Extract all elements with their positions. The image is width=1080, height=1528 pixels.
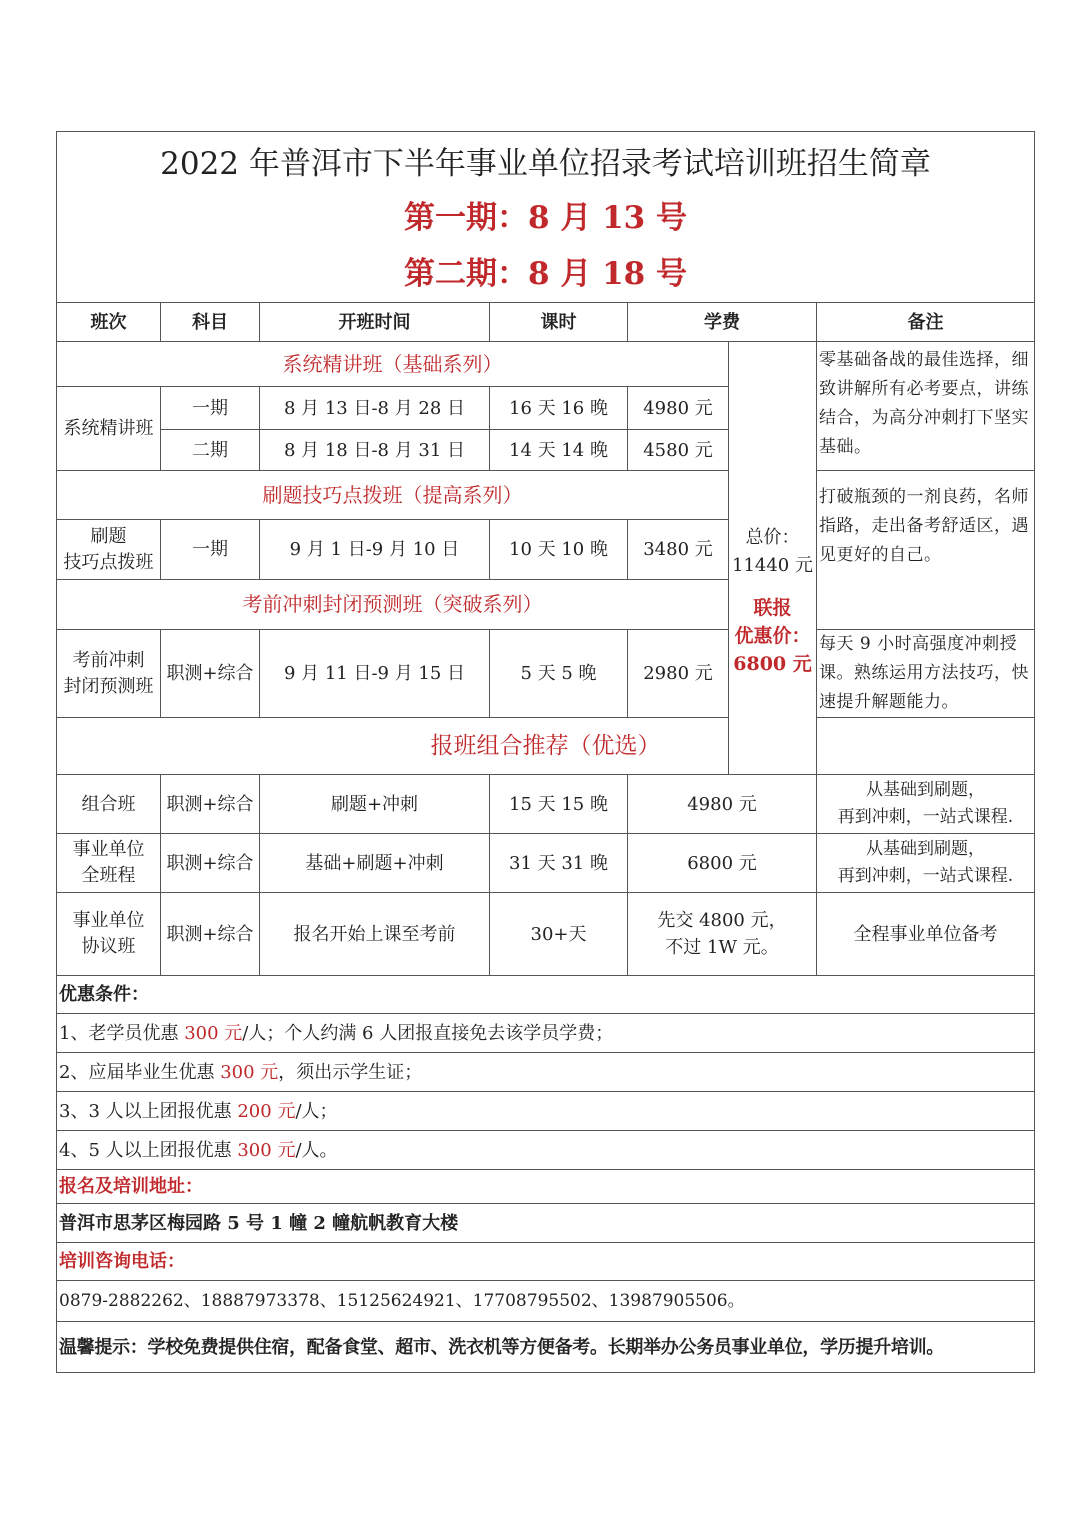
brochure xyxy=(56,131,1034,1373)
address-label: 报名及培训地址： xyxy=(57,1170,1035,1204)
combo2-fee: 6800 元 xyxy=(628,834,817,893)
row-sprint-name-2: 封闭预测班 xyxy=(63,675,154,697)
discount-4-a: 4、5 人以上团报优惠 xyxy=(59,1139,238,1161)
combo2-note-2: 再到冲刺，一站式课程. xyxy=(837,866,1014,886)
section-sprint: 考前冲刺封闭预测班（突破系列） xyxy=(57,580,729,630)
combo2-note-1: 从基础到刷题， xyxy=(866,839,985,859)
combo2-note xyxy=(817,834,1035,893)
combo2-content: 基础+刷题+冲刺 xyxy=(260,834,490,893)
combo2-name-1: 事业单位 xyxy=(72,839,145,860)
row-sprint-hours: 5 天 5 晚 xyxy=(490,630,628,718)
combo3-name-2: 协议班 xyxy=(81,936,136,957)
combo2-name xyxy=(57,834,161,893)
note-basic: 零基础备战的最佳选择，细致讲解所有必考要点，讲练结合，为高分冲刺打下坚实基础。 xyxy=(817,342,1035,471)
row-basic-hours-1: 16 天 16 晚 xyxy=(490,387,628,430)
brochure-table xyxy=(56,131,1035,1373)
discount-4 xyxy=(57,1131,1035,1170)
combo3-content: 报名开始上课至考前 xyxy=(260,893,490,976)
combo3-name-1: 事业单位 xyxy=(72,910,145,931)
combo3-fee-1: 先交 4800 元， xyxy=(657,910,787,931)
col-note: 备注 xyxy=(817,303,1035,342)
discount-1-a: 1、老学员优惠 xyxy=(59,1022,185,1044)
combo2-subject: 职测+综合 xyxy=(161,834,260,893)
combo1-subject: 职测+综合 xyxy=(161,775,260,834)
total-label: 总价： xyxy=(745,527,800,548)
discount-3-amount: 200 元 xyxy=(237,1100,296,1122)
section-combo: 报班组合推荐（优选） xyxy=(57,718,1035,775)
discount-1 xyxy=(57,1014,1035,1053)
row-improve-subject: 一期 xyxy=(161,520,260,580)
combo3-subject: 职测+综合 xyxy=(161,893,260,976)
note-sprint: 每天 9 小时高强度冲刺授课。熟练运用方法技巧，快速提升解题能力。 xyxy=(817,630,1035,718)
row-basic-fee-2: 4580 元 xyxy=(628,430,729,471)
section-basic: 系统精讲班（基础系列） xyxy=(57,342,729,387)
row-improve-fee: 3480 元 xyxy=(628,520,729,580)
row-basic-name: 系统精讲班 xyxy=(57,387,161,471)
combo3-fee-2: 不过 1W 元。 xyxy=(665,937,779,958)
header-cell xyxy=(57,132,1035,303)
combo3-note: 全程事业单位备考 xyxy=(817,893,1035,976)
discount-title: 优惠条件： xyxy=(57,976,1035,1014)
combo1-name: 组合班 xyxy=(57,775,161,834)
row-basic-time-2: 8 月 18 日-8 月 31 日 xyxy=(260,430,490,471)
row-improve-name-2: 技巧点拨班 xyxy=(63,551,154,573)
row-basic-subject-2: 二期 xyxy=(161,430,260,471)
combo3-name xyxy=(57,893,161,976)
phone-value: 0879-2882262、18887973378、15125624921、17708795502、13987905506。 xyxy=(57,1281,1035,1322)
col-time: 开班时间 xyxy=(260,303,490,342)
deal-label-1: 联报 xyxy=(753,597,792,619)
combo1-content: 刷题+冲刺 xyxy=(260,775,490,834)
discount-3 xyxy=(57,1092,1035,1131)
total-price-cell xyxy=(729,342,817,775)
row-basic-hours-2: 14 天 14 晚 xyxy=(490,430,628,471)
combo1-fee: 4980 元 xyxy=(628,775,817,834)
col-class: 班次 xyxy=(57,303,161,342)
row-improve-time: 9 月 1 日-9 月 10 日 xyxy=(260,520,490,580)
row-basic-subject-1: 一期 xyxy=(161,387,260,430)
row-sprint-name-1: 考前冲刺 xyxy=(72,649,145,671)
row-basic-fee-1: 4980 元 xyxy=(628,387,729,430)
phase-one: 第一期：8 月 13 号 xyxy=(403,200,688,236)
page-title: 2022 年普洱市下半年事业单位招录考试培训班招生简章 xyxy=(160,146,931,182)
phone-label: 培训咨询电话： xyxy=(57,1243,1035,1281)
discount-2-a: 2、应届毕业生优惠 xyxy=(59,1061,221,1083)
discount-3-c: /人； xyxy=(295,1100,338,1122)
combo2-name-2: 全班程 xyxy=(81,865,136,886)
discount-2-amount: 300 元 xyxy=(220,1061,279,1083)
deal-price: 6800 元 xyxy=(733,653,812,675)
phase-two: 第二期：8 月 18 号 xyxy=(403,256,688,292)
combo1-note-2: 再到冲刺，一站式课程. xyxy=(837,807,1014,827)
col-hours: 课时 xyxy=(490,303,628,342)
col-subject: 科目 xyxy=(161,303,260,342)
combo3-fee xyxy=(628,893,817,976)
row-sprint-time: 9 月 11 日-9 月 15 日 xyxy=(260,630,490,718)
discount-2-c: ，须出示学生证； xyxy=(278,1061,423,1083)
row-sprint-subject: 职测+综合 xyxy=(161,630,260,718)
col-fee: 学费 xyxy=(628,303,817,342)
discount-4-c: /人。 xyxy=(295,1139,338,1161)
combo1-hours: 15 天 15 晚 xyxy=(490,775,628,834)
row-improve-name xyxy=(57,520,161,580)
discount-3-a: 3、3 人以上团报优惠 xyxy=(59,1100,238,1122)
total-value: 11440 元 xyxy=(732,555,813,576)
discount-4-amount: 300 元 xyxy=(237,1139,296,1161)
combo1-note xyxy=(817,775,1035,834)
row-improve-name-1: 刷题 xyxy=(90,525,127,547)
discount-2 xyxy=(57,1053,1035,1092)
section-improve: 刷题技巧点拨班（提高系列） xyxy=(57,471,729,520)
row-basic-time-1: 8 月 13 日-8 月 28 日 xyxy=(260,387,490,430)
discount-1-c: /人；个人约满 6 人团报直接免去该学员学费； xyxy=(242,1022,614,1044)
row-improve-hours: 10 天 10 晚 xyxy=(490,520,628,580)
address-value: 普洱市思茅区梅园路 5 号 1 幢 2 幢航帆教育大楼 xyxy=(57,1204,1035,1243)
deal-label-2: 优惠价： xyxy=(734,625,811,647)
tip-text: 温馨提示：学校免费提供住宿，配备食堂、超市、洗衣机等方便备考。长期举办公务员事业单位，学历提升培训。 xyxy=(57,1322,1035,1373)
discount-1-amount: 300 元 xyxy=(184,1022,243,1044)
row-sprint-fee: 2980 元 xyxy=(628,630,729,718)
note-improve: 打破瓶颈的一剂良药，名师指路，走出备考舒适区，遇见更好的自己。 xyxy=(817,471,1035,630)
combo2-hours: 31 天 31 晚 xyxy=(490,834,628,893)
row-sprint-name xyxy=(57,630,161,718)
combo1-note-1: 从基础到刷题， xyxy=(866,780,985,800)
combo3-hours: 30+天 xyxy=(490,893,628,976)
